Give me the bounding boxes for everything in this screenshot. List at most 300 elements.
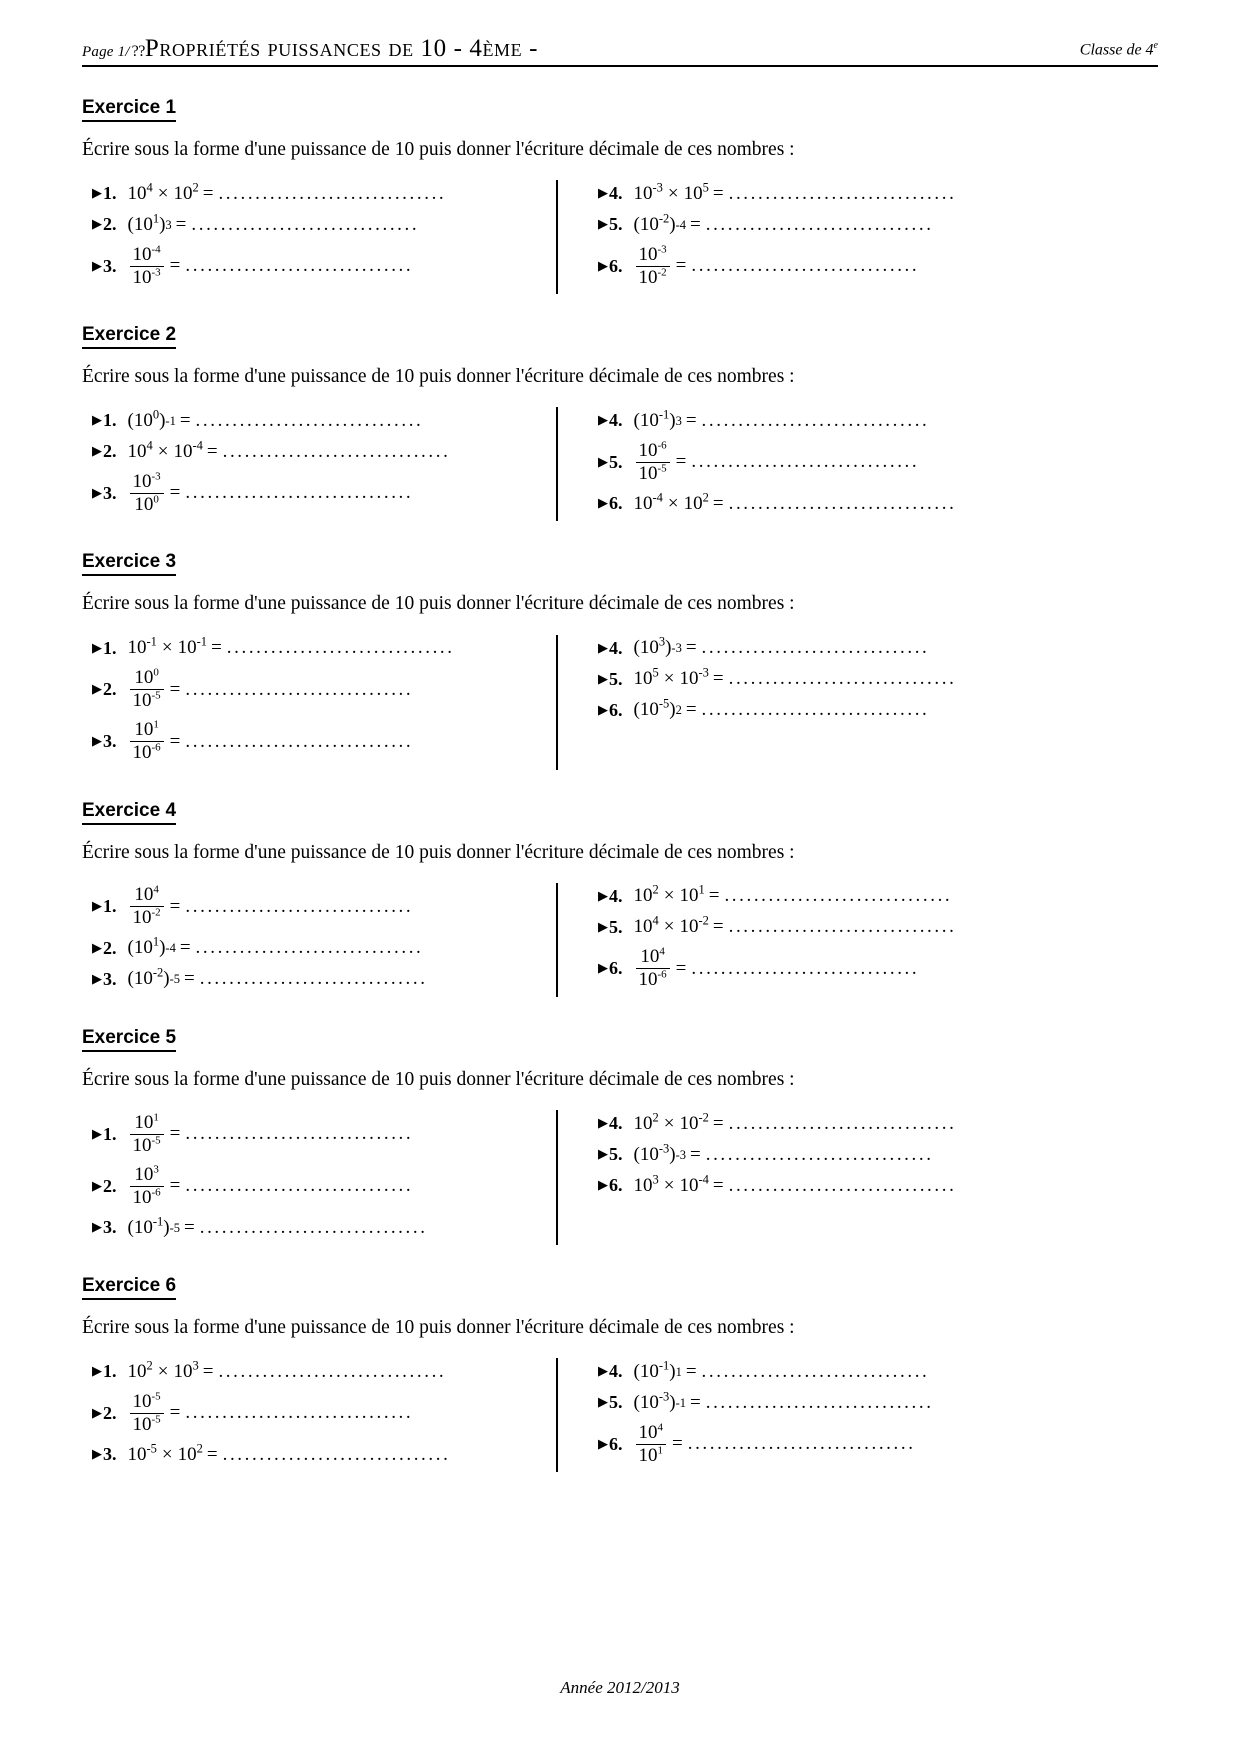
item-expression: ( $10^1$ ) -4 [127,935,176,959]
factor-one-exponent: -4 [652,490,663,505]
exercise-block-1 [82,97,1158,294]
triangle-bullet-icon: ▶ [92,939,102,955]
inner-power-exponent: 1 [152,211,160,226]
triangle-bullet-icon: ▶ [598,670,608,686]
factor-two: $10^{-2}$ [679,1110,709,1134]
inner-power: $10^{-2}$ [133,966,164,990]
fraction-expression [130,885,164,928]
close-paren: ) [163,968,170,990]
item-number: 3. [103,482,117,503]
exercise-item [92,966,552,993]
equals-sign: = [712,1112,724,1134]
column-divider-rule [556,883,558,997]
equals-sign: = [169,895,181,917]
answer-blank[interactable]: ............................... [199,1216,428,1238]
fraction-denominator [130,1187,164,1208]
inner-power: $10^1$ [133,211,160,235]
exercise-item [92,438,552,465]
triangle-bullet-icon: ▶ [598,257,608,273]
factor-two: $10^{-4}$ [173,438,203,462]
equals-sign: = [685,699,697,721]
multiplication-sign: × [161,1443,173,1465]
exercise-instruction: Écrire sous la forme d'une puissance de 10 puis donner l'écriture décimale de ces nombres : [82,593,795,615]
answer-blank[interactable]: ............................... [226,637,455,659]
exercise-instruction: Écrire sous la forme d'une puissance de 10 puis donner l'écriture décimale de ces nombres : [82,1068,795,1090]
exercise-column-right [584,180,1054,294]
item-expression [127,634,208,659]
exercise-item [598,407,1054,434]
inner-power: $10^3$ [639,634,666,659]
inner-power-exponent: -3 [658,1389,670,1404]
exercise-item [598,490,1054,517]
answer-blank[interactable]: ............................... [705,1143,934,1165]
fraction-numerator [131,668,162,689]
column-divider-rule [556,1358,558,1472]
equals-sign: = [712,668,724,690]
equals-sign: = [206,1443,218,1465]
exercise-columns [82,1358,1158,1472]
close-paren: ) [669,409,676,431]
numerator-power: $10^4$ [134,884,159,906]
answer-blank[interactable]: ............................... [691,957,920,979]
denominator-power: $10^{-5}$ [132,1134,161,1156]
exercise-item [92,211,552,238]
triangle-bullet-icon: ▶ [92,1219,102,1235]
item-number: 2. [103,441,117,462]
exercise-item [598,211,1054,238]
equals-sign: = [206,440,218,462]
item-expression: ( $10^3$ ) -3 [633,634,682,659]
fraction-expression [130,245,164,288]
factor-one: $10^3$ [633,1172,659,1196]
answer-blank[interactable]: ............................... [701,409,930,431]
multiplication-sign: × [663,1174,675,1196]
triangle-bullet-icon: ▶ [92,257,102,273]
item-number: 4. [609,183,623,204]
multiplication-sign: × [663,668,675,690]
answer-blank[interactable]: ............................... [195,937,424,959]
exercise-item [92,1441,552,1468]
item-number: 5. [609,1392,623,1413]
item-number: 4. [609,410,623,431]
item-number: 3. [103,1444,117,1465]
factor-two-exponent: 1 [698,883,705,898]
answer-blank[interactable]: ............................... [185,895,414,917]
answer-blank[interactable]: ............................... [728,916,957,938]
exercise-block-6 [82,1275,1158,1472]
denominator-power: $10^{-6}$ [132,1186,161,1208]
fraction-denominator [130,1414,164,1435]
factor-two-exponent: -2 [698,1110,709,1125]
item-expression [633,180,709,205]
exercise-item [92,718,552,766]
triangle-bullet-icon: ▶ [92,970,102,986]
inner-power: $10^{-1}$ [639,1358,670,1382]
answer-blank[interactable]: ............................... [185,1123,414,1145]
equals-sign: = [708,885,720,907]
answer-blank[interactable]: ............................... [218,1360,447,1382]
class-label-ordinal: e [1153,39,1158,51]
column-divider-rule [556,180,558,294]
denominator-power-exponent: -6 [151,741,161,754]
answer-blank[interactable]: ............................... [185,1175,414,1197]
item-expression [634,885,705,907]
factor-one-exponent: 2 [652,883,659,898]
multiplication-sign: × [157,182,169,204]
inner-power: $10^{-1}$ [639,407,670,431]
factor-two-exponent: -1 [196,634,208,649]
answer-blank[interactable]: ............................... [222,440,451,462]
exercise-item [92,935,552,962]
factor-one-exponent: 3 [652,1172,659,1187]
fraction-expression [636,1423,667,1466]
exercise-column-right [584,635,1054,770]
inner-power-exponent: -3 [658,1141,670,1156]
item-expression [634,245,672,288]
exercise-item [92,1162,552,1210]
answer-blank[interactable]: ............................... [691,451,920,473]
header-left-group [82,36,538,61]
factor-one-exponent: 4 [146,438,153,453]
fraction-expression [130,668,164,711]
exercise-item [598,1110,1054,1137]
denominator-power-exponent: -6 [657,969,667,982]
page-header [82,36,1158,65]
page-reference-unresolved: ?? [131,43,145,60]
fraction-expression [636,947,670,990]
answer-blank[interactable]: ............................... [191,213,420,235]
answer-blank[interactable]: ............................... [728,668,957,690]
fraction-expression [130,472,164,515]
item-expression [127,438,203,463]
denominator-power-exponent: 0 [153,493,159,506]
factor-two: $10^1$ [679,883,705,907]
multiplication-sign: × [663,916,675,938]
answer-blank[interactable]: ............................... [728,1112,957,1134]
exercise-item [92,666,552,714]
numerator-power-exponent: -3 [151,470,161,483]
inner-power: $10^{-2}$ [639,211,670,235]
open-paren: ( [127,213,134,235]
triangle-bullet-icon: ▶ [598,412,608,428]
item-number: 5. [609,1144,623,1165]
close-paren: ) [163,1216,170,1238]
answer-blank[interactable]: ............................... [728,182,957,204]
item-number: 2. [103,214,117,235]
fraction-numerator [131,885,162,906]
factor-two-exponent: -2 [698,914,709,929]
answer-blank[interactable]: ............................... [701,637,930,659]
exercise-block-4 [82,800,1158,997]
numerator-power: $10^{-4}$ [132,243,161,265]
open-paren: ( [633,1391,640,1413]
answer-blank[interactable]: ............................... [728,492,957,514]
exercise-item [598,1389,1054,1416]
close-paren: ) [669,1391,676,1413]
triangle-bullet-icon: ▶ [598,216,608,232]
exercise-column-left [82,180,552,294]
item-expression: ( $10^{-5}$ ) 2 [633,696,682,721]
multiplication-sign: × [663,1112,675,1134]
fraction-denominator [636,463,670,484]
exercise-item [598,635,1054,662]
fraction-denominator [130,907,164,928]
answer-blank[interactable]: ............................... [218,182,447,204]
denominator-power: $10^{-5}$ [638,462,667,484]
denominator-power: $10^{-6}$ [638,969,667,991]
exercise-columns [82,1110,1158,1245]
triangle-bullet-icon: ▶ [92,639,102,655]
item-expression: ( $10^{-2}$ ) -5 [127,966,180,990]
open-paren: ( [127,937,134,959]
header-divider-rule [82,65,1158,67]
equals-sign: = [169,1123,181,1145]
numerator-power: $10^{-6}$ [638,439,667,461]
inner-power: $10^0$ [133,407,160,431]
factor-one-exponent: 4 [146,180,153,195]
exercise-item [92,180,552,207]
answer-blank[interactable]: ............................... [185,255,414,277]
item-expression [634,441,672,484]
multiplication-sign: × [157,440,169,462]
fraction-numerator [130,245,164,266]
close-paren: ) [669,699,676,721]
item-expression [128,1113,166,1156]
triangle-bullet-icon: ▶ [92,412,102,428]
item-number: 6. [609,699,623,720]
exercise-instruction: Écrire sous la forme d'une puissance de 10 puis donner l'écriture décimale de ces nombres : [82,366,795,388]
factor-one: $10^{-5}$ [127,1441,157,1465]
triangle-bullet-icon: ▶ [598,639,608,655]
fraction-denominator [130,690,164,711]
open-paren: ( [633,409,640,431]
item-expression: ( $10^{-1}$ ) 3 [633,407,682,431]
item-number: 4. [609,637,623,658]
denominator-power: $10^{-5}$ [132,1413,161,1435]
answer-blank[interactable]: ............................... [199,968,428,990]
fraction-numerator [636,441,670,462]
exercise-heading: Exercice 2 [82,324,176,349]
factor-one: $10^4$ [633,914,659,938]
factor-one-exponent: 5 [652,665,659,680]
triangle-bullet-icon: ▶ [92,1125,102,1141]
numerator-power-exponent: 4 [153,884,159,897]
numerator-power-exponent: 4 [659,946,665,959]
numerator-power: $10^0$ [134,666,159,689]
item-expression: ( $10^{-3}$ ) -3 [633,1141,686,1165]
answer-blank[interactable]: ............................... [728,1174,957,1196]
exercise-item [598,697,1054,724]
item-number: 4. [609,885,623,906]
denominator-power: $10^{-2}$ [132,907,161,929]
column-divider-rule [556,635,558,770]
fraction-denominator [636,267,670,288]
close-paren: ) [669,1360,676,1382]
equals-sign: = [169,1175,181,1197]
exercise-item [598,1420,1054,1468]
multiplication-sign: × [161,637,173,659]
item-expression [633,1110,709,1135]
fraction-denominator [130,1135,164,1156]
item-expression: ( $10^{-2}$ ) -4 [633,211,686,235]
answer-blank[interactable]: ............................... [705,1391,934,1413]
item-number: 5. [609,214,623,235]
answer-blank[interactable]: ............................... [724,885,953,907]
item-number: 3. [103,1217,117,1238]
answer-blank[interactable]: ............................... [185,1402,414,1424]
item-number: 3. [103,968,117,989]
multiplication-sign: × [157,1360,169,1382]
factor-two: $10^2$ [173,180,199,204]
item-expression [128,668,166,711]
denominator-power: $10^1$ [638,1444,663,1466]
item-expression [127,1358,199,1383]
factor-two: $10^5$ [683,180,709,204]
denominator-power-exponent: -3 [151,266,161,279]
inner-power: $10^{-3}$ [639,1389,670,1413]
inner-power-exponent: -1 [658,1358,670,1373]
class-label [1080,40,1158,61]
item-expression [633,490,709,515]
multiplication-sign: × [663,885,675,907]
equals-sign: = [211,637,222,659]
exercise-columns [82,635,1158,770]
answer-blank[interactable]: ............................... [185,482,414,504]
open-paren: ( [633,637,640,659]
exercise-item [598,945,1054,993]
fraction-expression [636,245,670,288]
answer-blank[interactable]: ............................... [701,699,930,721]
answer-blank[interactable]: ............................... [687,1433,916,1455]
triangle-bullet-icon: ▶ [92,1446,102,1462]
item-number: 2. [103,1175,117,1196]
factor-one: $10^2$ [127,1358,153,1382]
answer-blank[interactable]: ............................... [701,1360,930,1382]
denominator-power-exponent: -5 [657,462,667,475]
exercise-item [92,407,552,434]
fraction-numerator [636,245,670,266]
factor-one-exponent: 4 [652,914,659,929]
factor-two: $10^{-3}$ [679,665,709,690]
answer-blank[interactable]: ............................... [222,1443,451,1465]
exercise-block-2 [82,324,1158,521]
triangle-bullet-icon: ▶ [92,1363,102,1379]
numerator-power-exponent: -4 [151,243,161,256]
triangle-bullet-icon: ▶ [92,216,102,232]
denominator-power-exponent: -5 [151,1413,161,1426]
item-number: 6. [609,958,623,979]
document-title: Propriétés puissances de 10 - 4ème - [144,35,539,62]
answer-blank[interactable]: ............................... [185,678,414,700]
item-expression: ( $10^1$ ) 3 [127,211,172,235]
equals-sign: = [169,482,181,504]
factor-two: $10^2$ [683,490,709,514]
numerator-power-exponent: 4 [657,1421,663,1434]
item-expression [634,947,672,990]
numerator-power: $10^3$ [134,1163,159,1185]
numerator-power: $10^1$ [134,1111,159,1133]
factor-one: $10^2$ [633,883,659,907]
denominator-power: $10^{-5}$ [132,689,161,712]
item-number: 6. [609,493,623,514]
exercise-columns [82,407,1158,521]
fraction-expression [130,1113,164,1156]
exercise-heading: Exercice 5 [82,1027,176,1052]
exercise-item [598,180,1054,207]
triangle-bullet-icon: ▶ [92,185,102,201]
denominator-power: $10^0$ [134,493,159,515]
item-number: 1. [103,183,117,204]
equals-sign: = [184,1216,195,1238]
factor-two: $10^3$ [173,1358,199,1382]
equals-sign: = [184,968,195,990]
numerator-power: $10^1$ [134,718,159,741]
triangle-bullet-icon: ▶ [598,1177,608,1193]
triangle-bullet-icon: ▶ [598,453,608,469]
item-number: 5. [609,451,623,472]
factor-one-exponent: -3 [652,180,663,195]
inner-power-exponent: -5 [658,696,670,711]
exercise-column-left [82,407,552,521]
open-paren: ( [127,1216,134,1238]
factor-one: $10^5$ [633,665,659,690]
equals-sign: = [675,451,687,473]
answer-blank[interactable]: ............................... [195,409,424,431]
numerator-power-exponent: -3 [657,243,667,256]
item-expression: ( $10^{-1}$ ) 1 [633,1358,682,1382]
item-expression [128,245,166,288]
multiplication-sign: × [667,492,679,514]
exercise-item [598,666,1054,693]
fraction-numerator [130,472,164,493]
equals-sign: = [690,1391,701,1413]
equals-sign: = [169,730,181,752]
class-label-text: Classe de 4 [1079,41,1154,58]
answer-blank[interactable]: ............................... [185,730,414,752]
item-number: 2. [103,679,117,700]
item-number: 4. [609,1113,623,1134]
inner-power-exponent: 1 [152,935,160,950]
numerator-power-exponent: 3 [153,1163,159,1176]
factor-one-exponent: -1 [146,634,157,649]
exercise-column-left [82,1358,552,1472]
triangle-bullet-icon: ▶ [598,1394,608,1410]
factor-two-exponent: -4 [192,438,203,453]
exercise-column-left [82,1110,552,1245]
inner-power-exponent: -2 [658,211,670,226]
fraction-expression [130,1165,164,1208]
triangle-bullet-icon: ▶ [598,960,608,976]
triangle-bullet-icon: ▶ [92,1177,102,1193]
triangle-bullet-icon: ▶ [92,898,102,914]
answer-blank[interactable]: ............................... [705,213,934,235]
item-expression: ( $10^{-1}$ ) -5 [127,1214,180,1238]
item-number: 6. [609,255,623,276]
fraction-numerator [131,1113,162,1134]
equals-sign: = [712,1174,724,1196]
triangle-bullet-icon: ▶ [598,1115,608,1131]
exercise-item [92,1358,552,1385]
numerator-power: $10^{-5}$ [132,1390,161,1412]
item-expression [128,1165,166,1208]
factor-one: $10^4$ [127,180,153,204]
exercise-heading: Exercice 4 [82,800,176,825]
column-divider-rule [556,407,558,521]
item-number: 5. [609,916,623,937]
item-number: 1. [103,410,117,431]
answer-blank[interactable]: ............................... [691,255,920,277]
fraction-numerator [636,1423,667,1444]
